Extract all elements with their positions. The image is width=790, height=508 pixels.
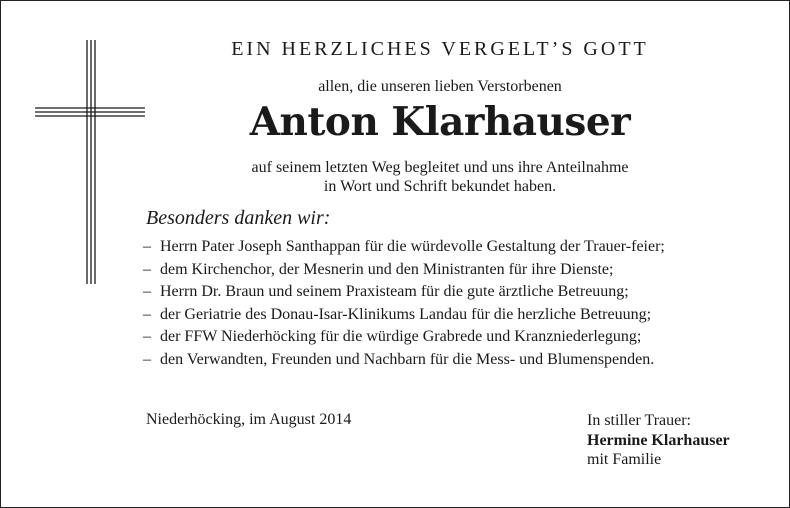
mourner-name: Hermine Klarhauser: [587, 431, 730, 449]
thanks-item: [142, 327, 760, 346]
thanks-item-text: den Verwandten, Freunden und Nachbarn für die Mess- und Blumenspenden.: [160, 350, 655, 368]
list-dash: –: [143, 305, 151, 323]
cross-icon: [0, 0, 160, 290]
thanks-item: [142, 237, 760, 256]
intro-text: allen, die unseren lieben Verstorbenen: [318, 78, 562, 95]
list-dash: –: [143, 260, 151, 278]
deceased-name: Anton Klarhauser: [249, 99, 631, 145]
thanks-item-text: der Geriatrie des Donau-Isar-Klinikums Landau für die herzliche Betreuung;: [160, 305, 652, 323]
thanks-item: [142, 350, 760, 369]
thanks-item-text: Herrn Dr. Braun und seinem Praxisteam für die gute ärztliche Betreuung;: [160, 283, 629, 300]
thanks-item-text: Herrn Pater Joseph Santhappan für die würdevolle Gestaltung der Trauer-feier;: [160, 238, 665, 255]
thanks-item: [142, 282, 760, 301]
list-dash: –: [143, 283, 151, 300]
thanks-heading: Besonders danken wir:: [146, 207, 331, 229]
thanks-item-text: der FFW Niederhöcking für die würdige Grabrede und Kranzniederlegung;: [160, 328, 642, 345]
mourner-family: mit Familie: [587, 451, 662, 468]
thanks-item-text: dem Kirchenchor, der Mesnerin und den Ministranten für ihre Dienste;: [160, 260, 614, 278]
list-dash: –: [143, 238, 151, 255]
accompany-text: [150, 158, 730, 196]
list-dash: –: [143, 328, 151, 345]
accompany-line-2: in Wort und Schrift bekundet haben.: [323, 178, 557, 195]
signature-block: [587, 411, 730, 470]
mourning-label: In stiller Trauer:: [587, 412, 691, 429]
notice-headline: EIN HERZLICHES VERGELT’S GOTT: [231, 38, 649, 60]
thanks-item: [142, 260, 760, 279]
thanks-item: [142, 305, 760, 324]
thanks-list: [142, 237, 760, 372]
list-dash: –: [143, 350, 151, 368]
accompany-line-1: auf seinem letzten Weg begleitet und uns ihre Anteilnahme: [251, 159, 629, 176]
place-date: Niederhöcking, im August 2014: [146, 411, 352, 428]
